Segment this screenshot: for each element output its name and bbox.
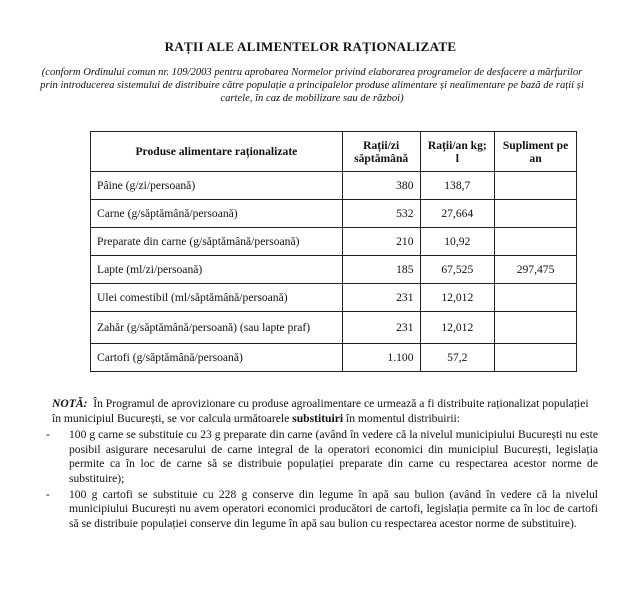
table-row xyxy=(91,344,577,372)
cell-supplement xyxy=(495,228,577,256)
document-title: RAȚII ALE ALIMENTELOR RAȚIONALIZATE xyxy=(164,39,457,54)
header-product: Produse alimentare raționalizate xyxy=(91,132,343,172)
cell-weekly: 231 xyxy=(342,284,420,312)
header-supplement: Supliment pe an xyxy=(495,132,577,172)
table-row xyxy=(91,228,577,256)
cell-supplement xyxy=(495,172,577,200)
cell-product: Zahăr (g/săptămână/persoană) (sau lapte praf) xyxy=(91,312,343,344)
list-item xyxy=(46,428,598,486)
header-weekly: Rații/zi săptămână xyxy=(342,132,420,172)
cell-product: Preparate din carne (g/săptămână/persoană) xyxy=(91,228,343,256)
note-intro-bold: substituiri xyxy=(292,411,344,425)
note-label: NOTĂ: xyxy=(52,397,88,410)
cell-product: Cartofi (g/săptămână/persoană) xyxy=(91,344,343,372)
cell-product: Ulei comestibil (ml/săptămână/persoană) xyxy=(91,284,343,312)
table-header-row xyxy=(91,132,577,172)
note-section xyxy=(46,397,598,532)
table-row xyxy=(91,172,577,200)
cell-weekly: 185 xyxy=(342,256,420,284)
list-bullet: - xyxy=(46,428,50,442)
cell-yearly: 57,2 xyxy=(420,344,495,372)
table-row xyxy=(91,284,577,312)
list-item-text: 100 g cartofi se substituie cu 228 g conserve din legume în apă sau bulion (având în vedere că la nivelul municipiului București nu avem operatori economici producători de cartofi, legislația permite ca în loc de cartofi să se distribuie populației conserve din legume în apă sau bulion cu respectarea acestor norme de substituire). xyxy=(69,487,598,530)
cell-product: Pâine (g/zi/persoană) xyxy=(91,172,343,200)
cell-yearly: 10,92 xyxy=(420,228,495,256)
cell-supplement xyxy=(495,312,577,344)
cell-product: Carne (g/săptămână/persoană) xyxy=(91,200,343,228)
cell-weekly: 210 xyxy=(342,228,420,256)
note-list xyxy=(46,428,598,531)
table-row xyxy=(91,312,577,344)
rations-table xyxy=(90,131,577,372)
cell-yearly: 12,012 xyxy=(420,284,495,312)
cell-weekly: 380 xyxy=(342,172,420,200)
cell-weekly: 231 xyxy=(342,312,420,344)
document-subtitle: (conform Ordinului comun nr. 109/2003 pentru aprobarea Normelor privind elaborarea programelor de desfacere a mărfurilor prin introducerea sistemului de distribuire către populație a principalelor produse alimentare și nealimentare pe bază de rații și cartele, în caz de mobilizare sau de război) xyxy=(40,67,584,104)
cell-supplement: 297,475 xyxy=(495,256,577,284)
cell-yearly: 27,664 xyxy=(420,200,495,228)
cell-yearly: 12,012 xyxy=(420,312,495,344)
cell-supplement xyxy=(495,200,577,228)
list-item-text: 100 g carne se substituie cu 23 g preparate din carne (având în vedere că la nivelul municipiului București nu este posibil asigurare necesarului de carne integral de la operatori economici din municipiul București, legislația permite ca în loc de carne să se distribuie populației preparate din carne cu respectarea acestor norme de substituire); xyxy=(69,428,598,485)
list-bullet: - xyxy=(46,487,50,501)
note-intro-text: În Programul de aprovizionare cu produse agroalimentare ce urmează a fi distribuite raționalizat populației în municipiul București, se vor calcula următoarele xyxy=(52,397,589,425)
cell-product: Lapte (ml/zi/persoană) xyxy=(91,256,343,284)
cell-weekly: 532 xyxy=(342,200,420,228)
note-intro-end: în momentul distribuirii: xyxy=(346,411,461,425)
note-intro xyxy=(52,397,598,426)
cell-yearly: 138,7 xyxy=(420,172,495,200)
header-yearly: Rații/an kg; l xyxy=(420,132,495,172)
list-item xyxy=(46,487,598,532)
table-row xyxy=(91,256,577,284)
table-row xyxy=(91,200,577,228)
cell-yearly: 67,525 xyxy=(420,256,495,284)
cell-weekly: 1.100 xyxy=(342,344,420,372)
cell-supplement xyxy=(495,284,577,312)
cell-supplement xyxy=(495,344,577,372)
